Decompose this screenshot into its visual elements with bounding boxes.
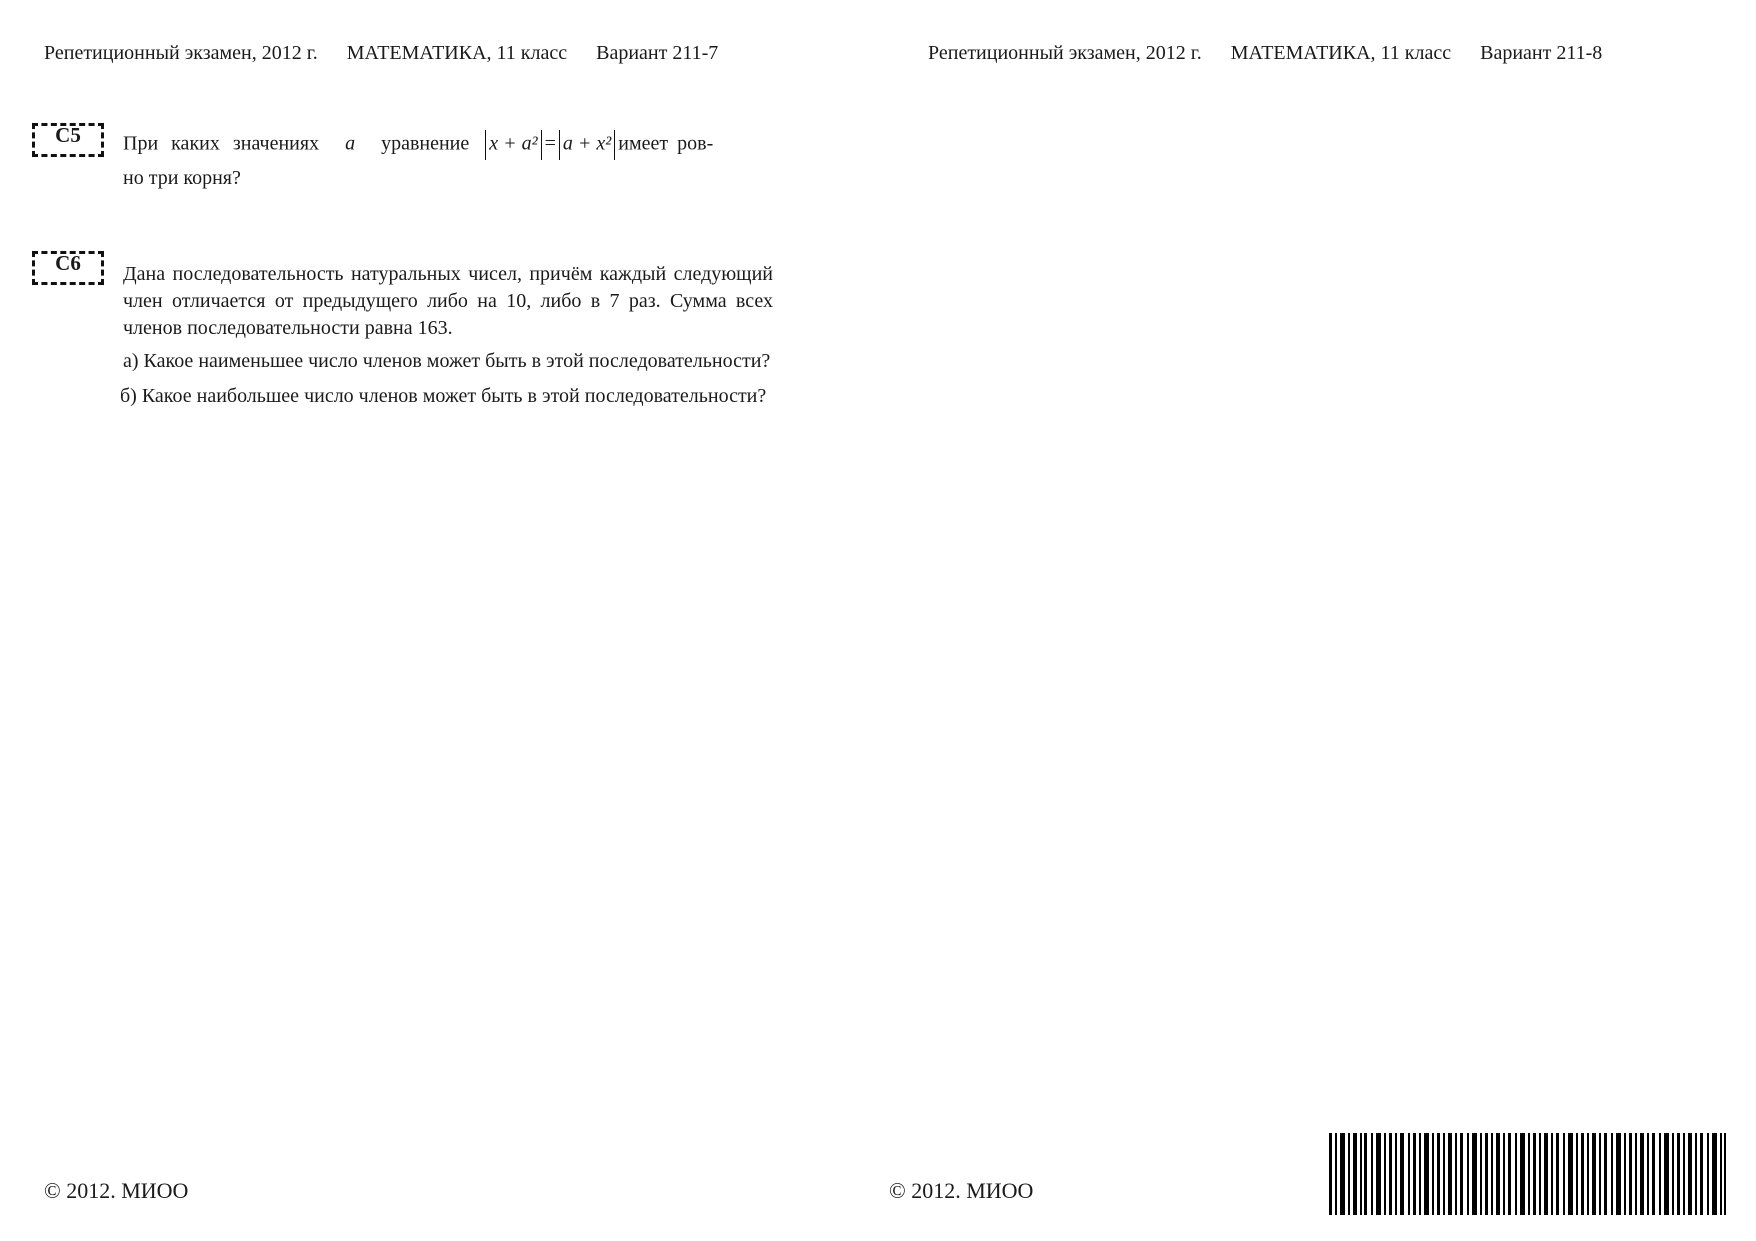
task-c6-part-a: а) Какое наименьшее число членов может быть в этой последовательности? xyxy=(123,350,771,372)
subject-title: МАТЕМАТИКА, 11 класс xyxy=(1230,42,1452,64)
exam-title: Репетиционный экзамен, 2012 г. xyxy=(928,42,1202,64)
task-c6 xyxy=(120,261,773,410)
formula-equals: = xyxy=(544,132,556,155)
variant-label: Вариант 211-8 xyxy=(1480,42,1603,64)
barcode-icon xyxy=(1329,1133,1726,1215)
header-left xyxy=(44,42,718,65)
task-c5 xyxy=(123,130,773,192)
formula-left: x + a² xyxy=(489,132,538,155)
variable-a: a xyxy=(345,132,356,155)
task-label-c5: С5 xyxy=(32,123,104,157)
task-c5-mid: уравнение xyxy=(381,132,470,155)
task-c5-tail: имеет ров- xyxy=(618,132,714,155)
task-c6-part-b: б) Какое наибольшее число членов может быть в этой последовательности? xyxy=(120,385,767,407)
footer-left: © 2012. МИОО xyxy=(44,1178,189,1203)
task-label-c6: С6 xyxy=(32,251,104,285)
abs-bar-icon xyxy=(614,130,615,160)
abs-bar-icon xyxy=(485,130,486,160)
abs-bar-icon xyxy=(559,130,560,160)
header-right xyxy=(928,42,1602,65)
task-c5-intro: При каких значениях xyxy=(123,132,320,155)
subject-title: МАТЕМАТИКА, 11 класс xyxy=(346,42,568,64)
abs-bar-icon xyxy=(541,130,542,160)
footer-right: © 2012. МИОО xyxy=(889,1178,1034,1203)
task-c6-text: Дана последовательность натуральных чисел, причём каждый следующий член отличается от предыдущего либо на 10, либо в 7 раз. Сумма всех членов последовательности равна 163. xyxy=(123,263,773,339)
variant-label: Вариант 211-7 xyxy=(596,42,719,64)
formula-right: a + x² xyxy=(562,132,612,155)
exam-title: Репетиционный экзамен, 2012 г. xyxy=(44,42,318,64)
task-c5-line2: но три корня? xyxy=(123,167,241,189)
